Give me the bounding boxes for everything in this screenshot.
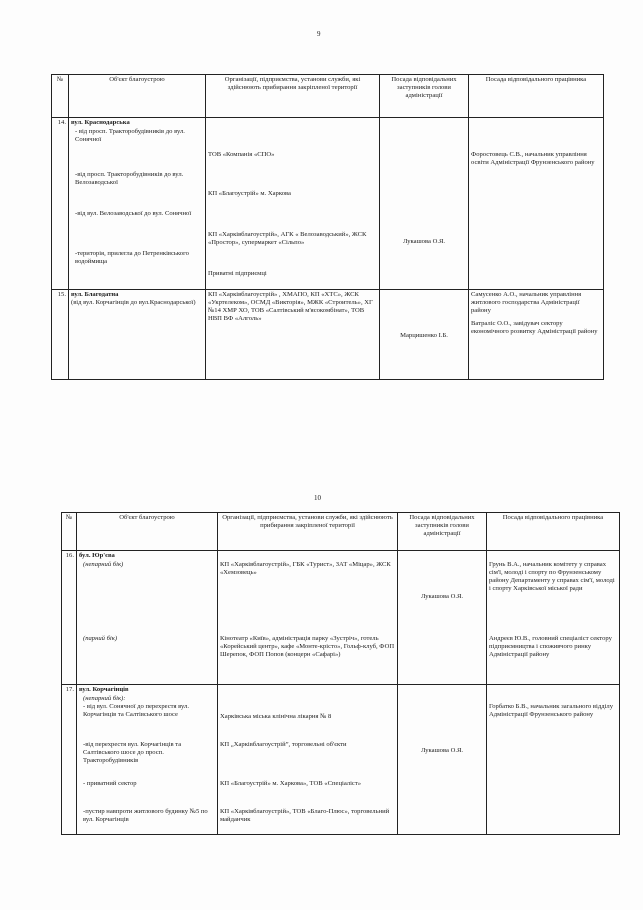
organization-entry: Кінотеатр «Київ», адміністрація парку «Зустріч», готель «Корейський центр», кафе «Монте-крісто», Гольф-клуб, ФОП Шерепок, ФОП Попов (концерн «Сафарі»)	[220, 635, 395, 659]
organization-entry: Приватні підприємці	[208, 270, 267, 277]
header-object: Об'єкт благоустрою	[77, 513, 218, 551]
header-organizations: Організації, підприємства, установи служби, які здійснюють прибирання закріпленої території	[206, 75, 380, 118]
object-part: -від просп. Тракторобудівників до вул. Велозаводської	[75, 171, 184, 187]
object-part: (непарний бік):	[83, 695, 126, 702]
organizations-cell	[206, 290, 380, 380]
header-responsible: Посада відповідального працівника	[469, 75, 604, 118]
table-row	[52, 118, 604, 290]
page-number: 9	[317, 30, 321, 38]
table-row	[62, 551, 620, 685]
organization-entry: КП «Харківблагоустрій», ГБК «Турист», ЗАТ «Міцар», ЖСК «Хемзовець»	[220, 561, 391, 577]
row-number: 14.	[52, 118, 69, 290]
deputy-cell	[380, 118, 469, 290]
improvement-table-page-10	[61, 512, 620, 835]
header-deputy: Посада відповідальних заступників голови адміністрації	[380, 75, 469, 118]
deputy-name: Марцишенко І.Б.	[400, 332, 448, 339]
responsible-cell	[487, 551, 620, 685]
object-part: (парний бік)	[83, 635, 118, 642]
row-number: 17.	[62, 685, 77, 835]
row-number: 16.	[62, 551, 77, 685]
deputy-cell	[398, 685, 487, 835]
organization-entry: КП «Харківблагоустрій» , ХМАПО, КП «ХТС», ЖСК «Укртелеком», ОСМД «Викторія», МЖК «Строитель», ХГ №14 ХМР ХО, ТОВ «Салтівський м'ясокомбінат», ТОВ НВП ВФ «Алголь»	[208, 291, 373, 323]
responsible-entry: Ватраліс О.О., завідувач сектору економічного розвитку Адміністрації району	[471, 320, 598, 336]
responsible-entry: Андреєв Ю.В., головний спеціаліст сектору підприємництва і споживчого ринку Адміністрації району	[489, 635, 612, 659]
deputy-name: Лукашова О.Я.	[420, 593, 464, 600]
responsible-cell	[469, 118, 604, 290]
header-object: Об'єкт благоустрою	[69, 75, 206, 118]
object-part: (непарний бік)	[83, 561, 124, 568]
header-number: №	[62, 513, 77, 551]
deputy-name: Лукашова О.Я.	[420, 747, 464, 754]
improvement-table-page-9	[51, 74, 604, 380]
organizations-cell	[218, 551, 398, 685]
organizations-cell	[218, 685, 398, 835]
organization-entry: КП «Благоустрій» м. Харкова	[208, 190, 291, 197]
responsible-entry: Самусенко А.О., начальник управління житлового господарства Адміністрації району	[471, 291, 582, 315]
object-title: вул. Краснодарська	[71, 119, 130, 126]
object-title: вул. Благодатна	[71, 291, 119, 298]
header-deputy: Посада відповідальних заступників голови адміністрації	[398, 513, 487, 551]
table-row	[52, 290, 604, 380]
responsible-cell	[487, 685, 620, 835]
object-cell	[69, 290, 206, 380]
object-part: - приватний сектор	[83, 780, 137, 787]
deputy-cell	[380, 290, 469, 380]
organization-entry: КП «Харківблагоустрій», АГК « Велозаводський», ЖСК «Простор», супермаркет «Сільпо»	[208, 231, 367, 247]
responsible-entry: Форостовець С.В., начальник управління освіти Адміністрації Фрунзенського району	[471, 151, 595, 167]
organization-entry: КП «Харківблагоустрій», ТОВ «Благо-Плюс», торговельний майданчик	[220, 808, 390, 824]
object-part: -від вул. Велозаводської до вул. Сонячної	[75, 210, 192, 217]
row-number: 15.	[52, 290, 69, 380]
object-title: бул. Юр'єва	[79, 552, 115, 559]
object-part: - від вул. Сонячної до перехрестя вул. Корчагінців та Салтівського шосе	[83, 703, 189, 719]
header-responsible: Посада відповідального працівника	[487, 513, 620, 551]
object-part: -територія, прилегла до Петренківського водоймища	[75, 250, 189, 266]
organization-entry: КП „Харківблагоустрій”, торговельні об'єкти	[220, 741, 347, 748]
object-part: (від вул. Корчагінців до вул.Краснодарської)	[71, 299, 196, 307]
object-title: вул. Корчагінців	[79, 686, 129, 693]
header-number: №	[52, 75, 69, 118]
organizations-cell	[206, 118, 380, 290]
organization-entry: Харківська міська клінічна лікарня № 8	[220, 713, 332, 720]
deputy-cell	[398, 551, 487, 685]
object-cell	[77, 551, 218, 685]
object-part: -пустир навпроти житлового будинку №5 по вул. Корчагінців	[83, 808, 208, 824]
header-organizations: Організації, підприємства, установи служби, які здійснюють прибирання закріпленої території	[218, 513, 398, 551]
object-part: -від перехрестя вул. Корчагінців та Салтівського шосе до просп. Тракторобудівників	[83, 741, 182, 765]
organization-entry: ТОВ «Компанія «СПО»	[208, 151, 275, 158]
page-number: 10	[314, 494, 321, 502]
deputy-name: Лукашова О.Я.	[402, 238, 446, 245]
table-row	[62, 685, 620, 835]
organization-entry: КП «Благоустрій» м. Харкова», ТОВ «Спеціаліст»	[220, 780, 362, 787]
responsible-entry: Горбатко Б.В., начальник загального відділу Адміністрації Фрунзенського району	[489, 703, 614, 719]
object-cell	[69, 118, 206, 290]
object-part: - від просп. Тракторобудівників до вул. Сонячної	[75, 128, 185, 144]
object-cell	[77, 685, 218, 835]
responsible-entry: Грунь В.А., начальник комітету у справах сім'ї, молоді і спорту по Фрунзенському району Департаменту у справах сім'ї, молоді і спорту Харківської міської ради	[489, 561, 615, 593]
responsible-cell	[469, 290, 604, 380]
